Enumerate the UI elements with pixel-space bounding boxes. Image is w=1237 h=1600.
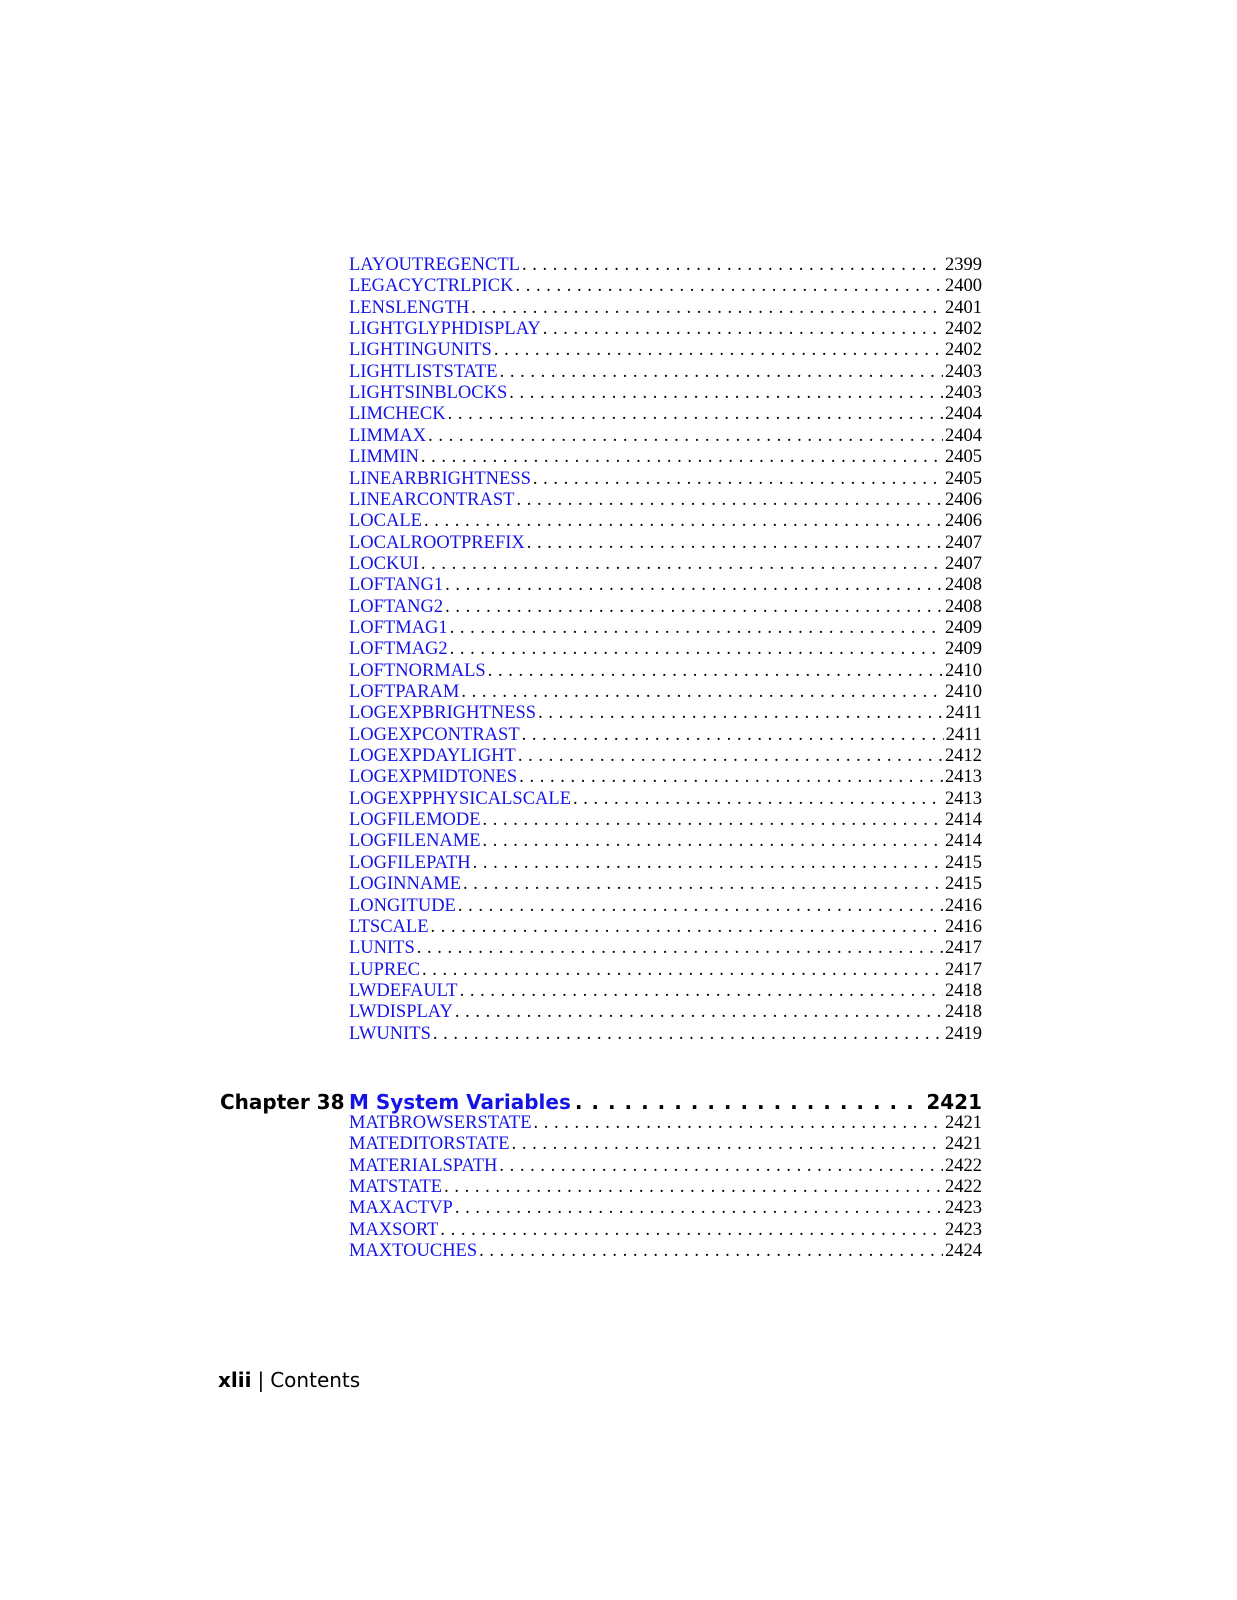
toc-entry-page-number: 2406	[945, 489, 982, 510]
toc-entry[interactable]	[349, 980, 982, 1002]
dot-leader	[450, 638, 943, 660]
toc-entry-page-number: 2404	[945, 425, 982, 446]
dot-leader	[522, 724, 944, 746]
toc-entry-page-number: 2423	[945, 1219, 982, 1240]
dot-leader	[444, 1176, 943, 1198]
toc-entry[interactable]	[349, 638, 982, 660]
toc-entry-page-number: 2408	[945, 596, 982, 617]
toc-entry[interactable]	[349, 574, 982, 596]
toc-entry-page-number: 2401	[945, 297, 982, 318]
toc-entry-page-number: 2414	[945, 810, 982, 831]
dot-leader	[473, 852, 943, 874]
dot-leader	[458, 895, 943, 917]
toc-entry-link[interactable]: LOCKUI	[349, 553, 419, 574]
toc-entry-link[interactable]: LOFTNORMALS	[349, 660, 486, 681]
toc-entry-link[interactable]: LIGHTSINBLOCKS	[349, 383, 508, 404]
page-footer	[218, 1367, 360, 1393]
toc-entry-page-number: 2418	[945, 1002, 982, 1023]
toc-entry[interactable]	[349, 1155, 982, 1177]
toc-entry[interactable]	[349, 1197, 982, 1219]
toc-entry-page-number: 2415	[945, 874, 982, 895]
toc-entry-page-number: 2417	[945, 938, 982, 959]
toc-entry[interactable]	[349, 617, 982, 639]
toc-entry-link[interactable]: LUNITS	[349, 938, 415, 959]
dot-leader	[519, 766, 943, 788]
dot-leader	[534, 1112, 943, 1134]
dot-leader	[573, 788, 943, 810]
toc-entry-link[interactable]: LOGEXPBRIGHTNESS	[349, 703, 537, 724]
toc-entry-link[interactable]: LOGEXPPHYSICALSCALE	[349, 788, 572, 809]
toc-entry-page-number: 2413	[945, 767, 982, 788]
toc-entry[interactable]	[349, 788, 982, 810]
toc-entry-link[interactable]: LENSLENGTH	[349, 297, 470, 318]
toc-entry-page-number: 2402	[945, 319, 982, 340]
toc-entry-page-number: 2404	[945, 404, 982, 425]
toc-entry-page-number: 2421	[945, 1134, 982, 1155]
toc-entry-page-number: 2411	[945, 724, 982, 745]
toc-entry[interactable]	[349, 254, 982, 276]
toc-entry[interactable]	[349, 1176, 982, 1198]
toc-entry[interactable]	[349, 1112, 982, 1134]
dot-leader	[463, 873, 943, 895]
toc-entry-link[interactable]: LOFTPARAM	[349, 682, 460, 702]
toc-entry[interactable]	[349, 681, 982, 703]
chapter-number: Chapter 38	[220, 1090, 345, 1114]
dot-leader	[479, 1240, 943, 1262]
toc-entry[interactable]	[349, 916, 982, 938]
toc-entry[interactable]	[349, 959, 982, 981]
toc-entry[interactable]	[349, 468, 982, 490]
toc-entry-page-number: 2405	[945, 468, 982, 489]
dot-leader	[471, 297, 943, 319]
toc-entry-link[interactable]: LOFTANG1	[349, 575, 444, 596]
toc-entry[interactable]	[349, 553, 982, 575]
toc-entry-link[interactable]: LUPREC	[349, 959, 420, 980]
toc-entry[interactable]	[349, 532, 982, 554]
dot-leader	[533, 468, 943, 490]
toc-entry-link[interactable]: MAXTOUCHES	[349, 1241, 478, 1262]
toc-entry-link[interactable]: LOGEXPMIDTONES	[349, 767, 518, 788]
toc-entry[interactable]	[349, 489, 982, 511]
dot-leader	[494, 339, 943, 361]
toc-entry-link[interactable]: LONGITUDE	[349, 895, 456, 916]
toc-entry-page-number: 2407	[945, 553, 982, 574]
toc-entry-page-number: 2407	[945, 532, 982, 553]
toc-entry-link[interactable]: MATBROWSERSTATE	[349, 1113, 532, 1133]
toc-entry-page-number: 2424	[945, 1241, 982, 1262]
toc-entry-link[interactable]: LIGHTGLYPHDISPLAY	[349, 319, 541, 340]
toc-entry-page-number: 2400	[945, 276, 982, 297]
footer-section-title: Contents	[270, 1368, 361, 1392]
dot-leader	[516, 489, 943, 511]
toc-entry-page-number: 2418	[945, 980, 982, 1001]
toc-entry-page-number: 2416	[945, 895, 982, 916]
toc-entry[interactable]	[349, 596, 982, 618]
dot-leader	[512, 1133, 943, 1155]
toc-entry-page-number: 2410	[945, 660, 982, 681]
toc-entry-link[interactable]: MAXACTVP	[349, 1198, 453, 1219]
chapter-page-number: 2421	[926, 1090, 982, 1114]
toc-entry-page-number: 2409	[945, 617, 982, 638]
toc-entry[interactable]	[349, 1219, 982, 1241]
toc-entry-link[interactable]: LOGEXPCONTRAST	[349, 724, 520, 745]
dot-leader	[440, 1219, 943, 1241]
toc-entry-page-number: 2405	[945, 447, 982, 468]
toc-entry-link[interactable]: LWUNITS	[349, 1023, 431, 1044]
dot-leader	[455, 1001, 943, 1023]
toc-entry-link[interactable]: LOGFILEMODE	[349, 810, 481, 831]
toc-entry[interactable]	[349, 766, 982, 788]
toc-entry[interactable]	[349, 1240, 982, 1262]
toc-entry-page-number: 2411	[945, 703, 982, 724]
dot-leader	[461, 681, 943, 703]
toc-entry-link[interactable]: MAXSORT	[349, 1219, 439, 1240]
toc-entry-link[interactable]: LINEARBRIGHTNESS	[349, 468, 531, 489]
dot-leader	[431, 916, 944, 938]
dot-leader	[421, 553, 943, 575]
dot-leader	[445, 574, 943, 596]
toc-entry-link[interactable]: LINEARCONTRAST	[349, 489, 515, 510]
toc-entry-page-number: 2416	[945, 916, 982, 937]
toc-entry-link[interactable]: MATEDITORSTATE	[349, 1134, 510, 1155]
toc-entry-link[interactable]: LOGFILENAME	[349, 831, 481, 852]
toc-entry-page-number: 2406	[945, 511, 982, 532]
dot-leader	[483, 830, 943, 852]
dot-leader	[417, 937, 943, 959]
dot-leader	[445, 596, 943, 618]
toc-entry-page-number: 2422	[945, 1155, 982, 1176]
toc-entry[interactable]	[349, 1023, 982, 1045]
toc-entry[interactable]	[349, 275, 982, 297]
dot-leader	[450, 617, 943, 639]
toc-entry-page-number: 2422	[945, 1177, 982, 1198]
toc-entry[interactable]	[349, 660, 982, 682]
toc-entry-page-number: 2403	[945, 361, 982, 382]
toc-entry-page-number: 2412	[945, 746, 982, 767]
toc-entry-link[interactable]: LIGHTINGUNITS	[349, 340, 492, 361]
page-folio: xlii	[218, 1368, 252, 1392]
dot-leader	[422, 959, 943, 981]
toc-entry[interactable]	[349, 702, 982, 724]
toc-entry-link[interactable]: LOGINNAME	[349, 874, 462, 895]
toc-entry[interactable]	[349, 809, 982, 831]
dot-leader	[538, 702, 944, 724]
toc-entry-page-number: 2413	[945, 788, 982, 809]
toc-entry-page-number: 2410	[945, 682, 982, 702]
dot-leader	[509, 382, 943, 404]
toc-entry-link[interactable]: LOGFILEPATH	[349, 852, 471, 873]
toc-entry-link[interactable]: LOCALE	[349, 511, 422, 532]
toc-entry-page-number: 2423	[945, 1198, 982, 1219]
dot-leader	[488, 660, 943, 682]
dot-leader	[527, 532, 943, 554]
toc-entry[interactable]	[349, 318, 982, 340]
toc-entry-page-number: 2417	[945, 959, 982, 980]
toc-entry-page-number: 2419	[945, 1023, 982, 1044]
toc-entry[interactable]	[349, 830, 982, 852]
toc-entry-page-number: 2403	[945, 383, 982, 404]
toc-entry[interactable]	[349, 382, 982, 404]
dot-leader	[448, 403, 943, 425]
toc-entry-link[interactable]: LIMMIN	[349, 447, 419, 468]
dot-leader	[433, 1023, 943, 1045]
dot-leader	[518, 745, 943, 767]
toc-entry-link[interactable]: LIGHTLISTSTATE	[349, 361, 498, 382]
toc-entry-page-number: 2409	[945, 639, 982, 660]
toc-entry[interactable]	[349, 510, 982, 532]
toc-entry-link[interactable]: LOFTANG2	[349, 596, 444, 617]
toc-entry-link[interactable]: MATERIALSPATH	[349, 1155, 498, 1176]
toc-entry-page-number: 2399	[945, 255, 982, 275]
dot-leader	[428, 425, 943, 447]
toc-entry[interactable]	[349, 446, 982, 468]
toc-entry-link[interactable]: LOFTMAG1	[349, 617, 448, 638]
toc-entry[interactable]	[349, 1133, 982, 1155]
toc-entry[interactable]	[349, 297, 982, 319]
toc-entry[interactable]	[349, 895, 982, 917]
toc-entry-link[interactable]: LOFTMAG2	[349, 639, 448, 660]
dot-leader	[421, 446, 943, 468]
toc-entry[interactable]	[349, 745, 982, 767]
toc-entry-page-number: 2414	[945, 831, 982, 852]
toc-entry-link[interactable]: LOGEXPDAYLIGHT	[349, 746, 516, 767]
toc-entry-link[interactable]: LWDISPLAY	[349, 1002, 453, 1023]
toc-entry[interactable]	[349, 361, 982, 383]
toc-entry-page-number: 2402	[945, 340, 982, 361]
toc-entry-link[interactable]: LAYOUTREGENCTL	[349, 255, 520, 275]
dot-leader	[543, 318, 943, 340]
toc-entry[interactable]	[349, 1001, 982, 1023]
dot-leader	[455, 1197, 943, 1219]
toc-entry-link[interactable]: LEGACYCTRLPICK	[349, 276, 514, 297]
toc-entry-link[interactable]: LTSCALE	[349, 916, 429, 937]
dot-leader	[499, 1155, 943, 1177]
toc-entry-link[interactable]: LIMCHECK	[349, 404, 446, 425]
dot-leader	[500, 361, 943, 383]
toc-entry[interactable]	[349, 403, 982, 425]
toc-entry[interactable]	[349, 873, 982, 895]
toc-entry[interactable]	[349, 852, 982, 874]
toc-entry[interactable]	[349, 724, 982, 746]
dot-leader	[515, 275, 943, 297]
dot-leader	[460, 980, 943, 1002]
dot-leader	[522, 254, 943, 276]
footer-separator: |	[257, 1368, 265, 1392]
toc-entry[interactable]	[349, 425, 982, 447]
toc-entry[interactable]	[349, 937, 982, 959]
toc-entry-page-number: 2421	[945, 1113, 982, 1133]
toc-entry-link[interactable]: LOCALROOTPREFIX	[349, 532, 525, 553]
chapter-title-link[interactable]: M System Variables	[349, 1090, 571, 1114]
toc-entry-link[interactable]: MATSTATE	[349, 1177, 443, 1198]
toc-entry-link[interactable]: LIMMAX	[349, 425, 427, 446]
dot-leader	[483, 809, 943, 831]
toc-entry-link[interactable]: LWDEFAULT	[349, 980, 458, 1001]
dot-leader	[424, 510, 943, 532]
toc-entry[interactable]	[349, 339, 982, 361]
toc-entry-page-number: 2408	[945, 575, 982, 596]
toc-entry-page-number: 2415	[945, 852, 982, 873]
